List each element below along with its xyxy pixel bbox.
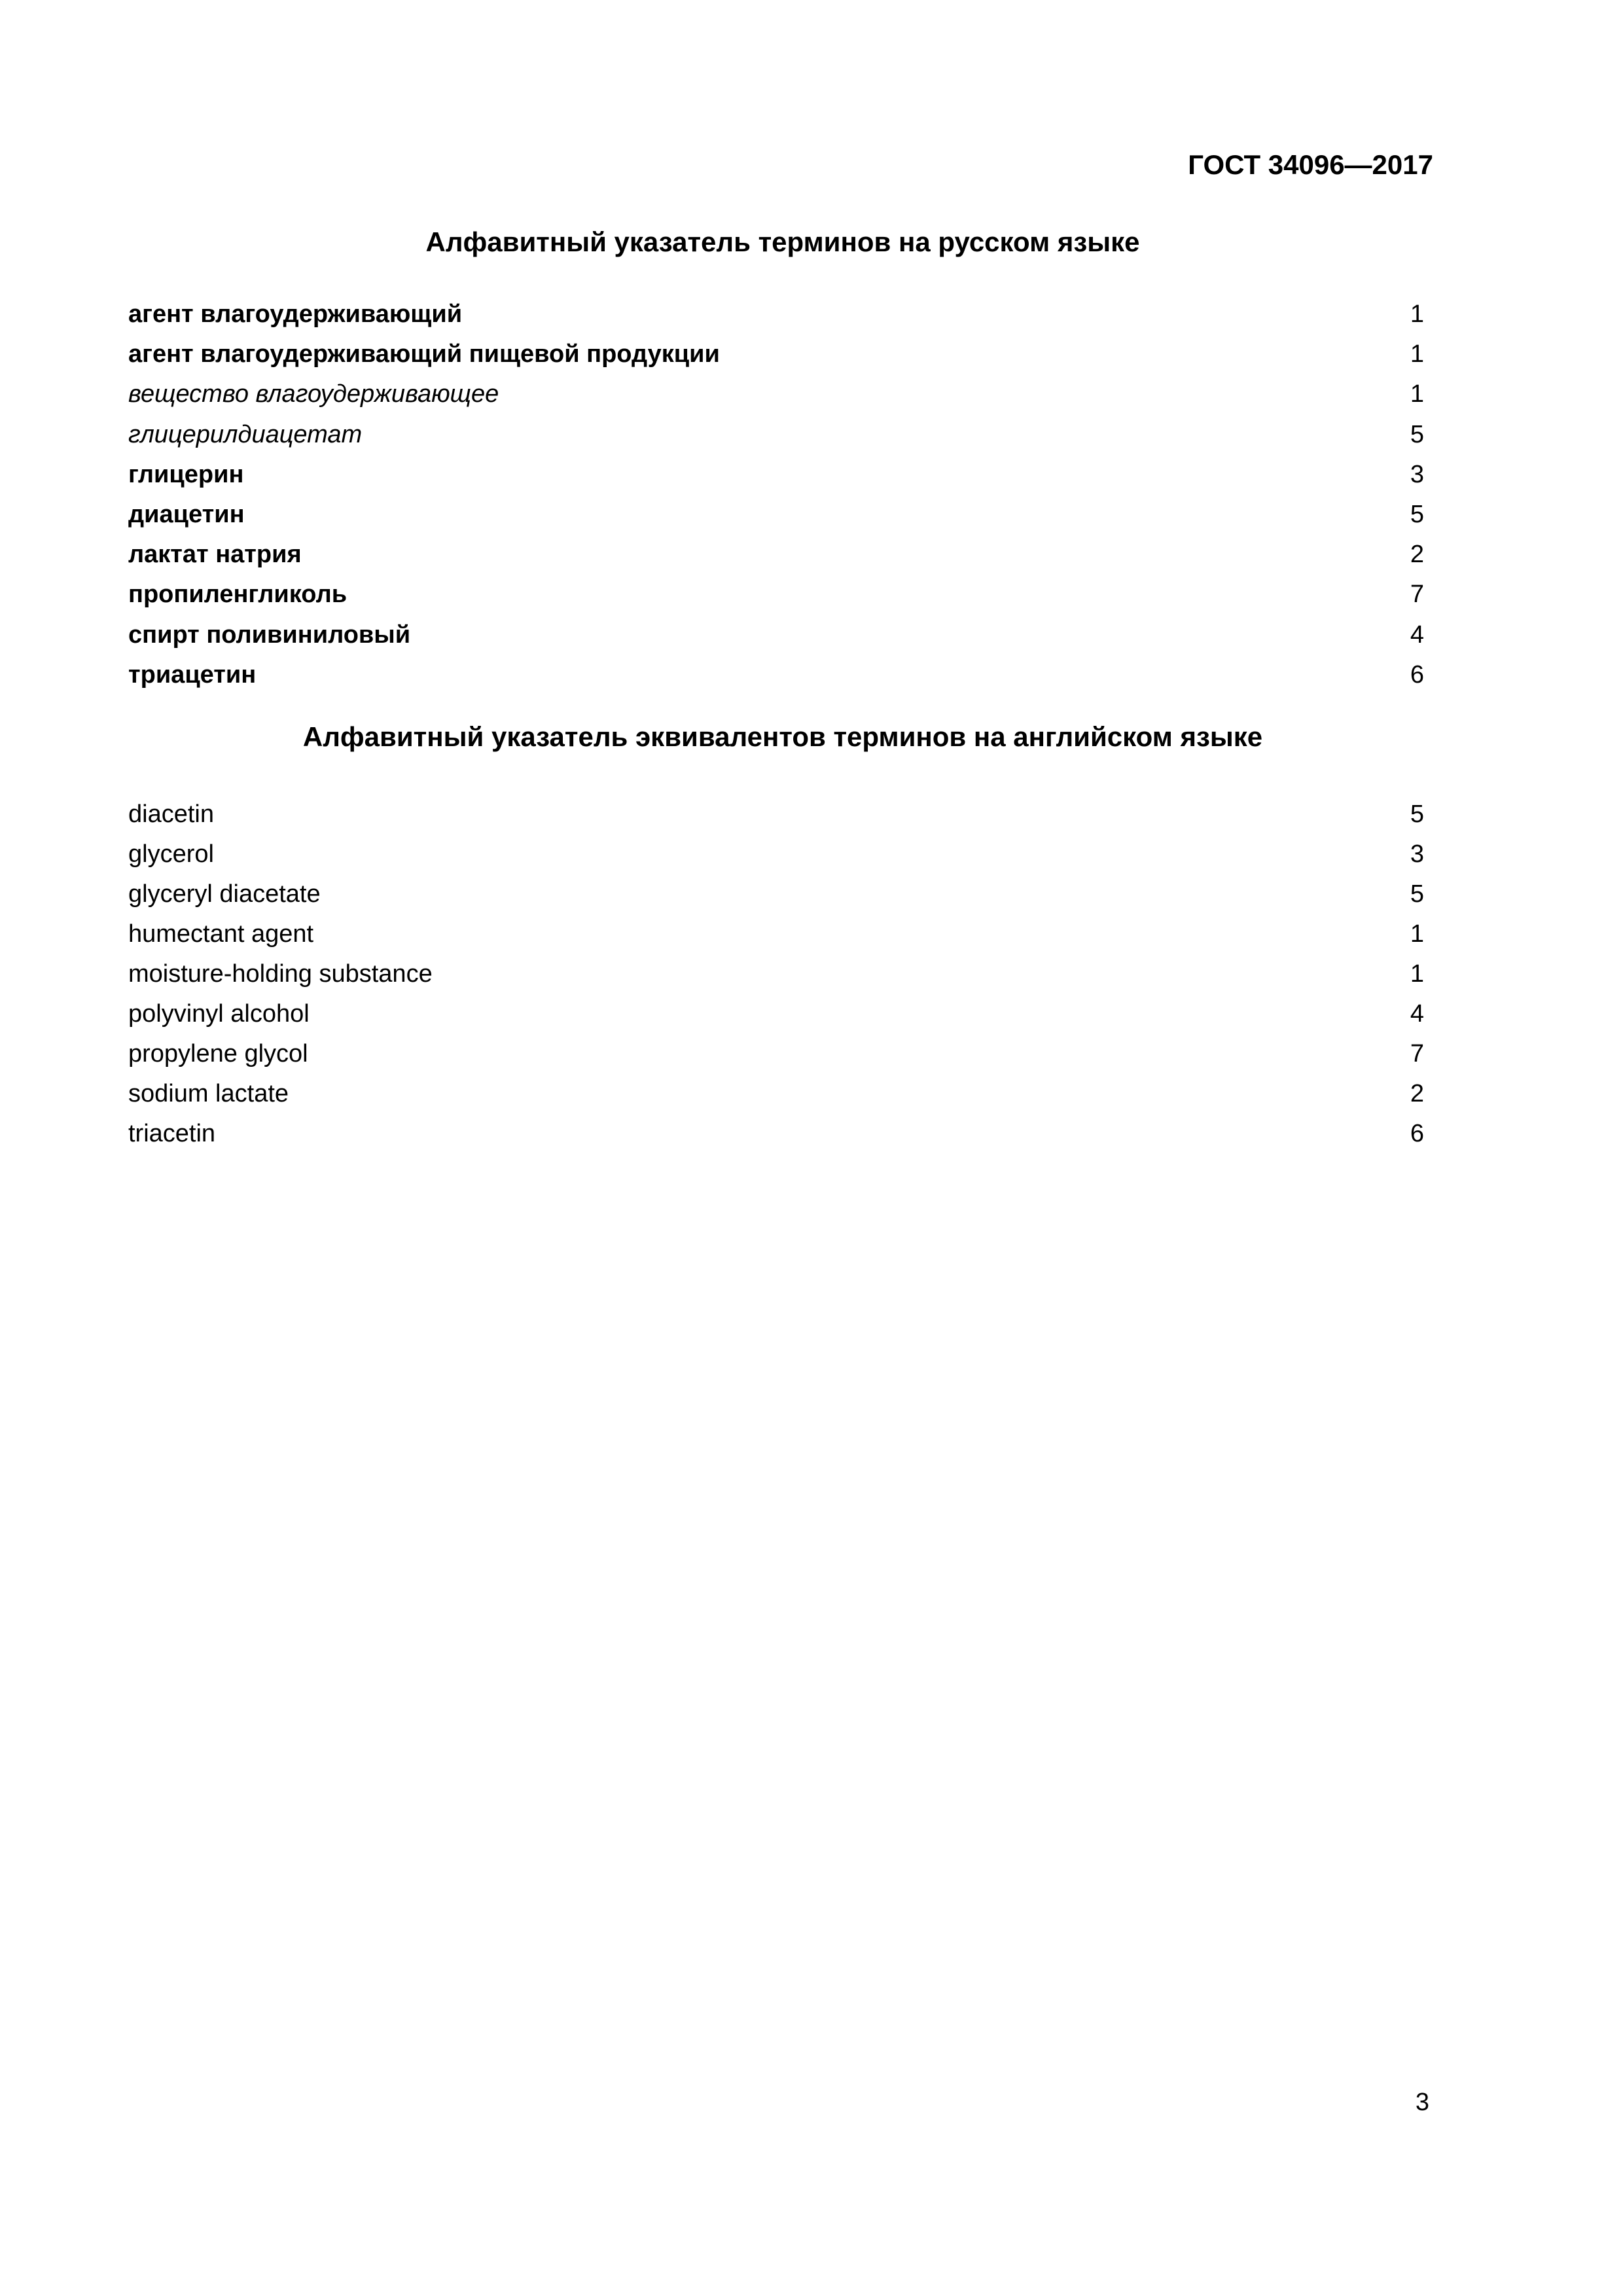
- index-entry: [128, 834, 1424, 874]
- index-entry: [128, 1074, 1424, 1114]
- index-term-number: 3: [1410, 460, 1424, 488]
- index-entry: [128, 1034, 1424, 1074]
- index-term-number: 2: [1410, 1080, 1424, 1107]
- index-term: диацетин: [128, 500, 245, 528]
- english-index-title: Алфавитный указатель эквивалентов терминов на английском языке: [302, 721, 1263, 752]
- index-term: moisture-holding substance: [128, 960, 433, 988]
- english-index-list: [128, 795, 1424, 1154]
- index-term-number: 4: [1410, 620, 1424, 649]
- page-number: 3: [1415, 2089, 1429, 2116]
- index-entry: [128, 295, 1424, 334]
- index-term-number: 1: [1410, 300, 1424, 328]
- index-entry: [128, 795, 1424, 834]
- index-term-number: 1: [1410, 960, 1424, 988]
- index-term: пропиленгликоль: [128, 581, 348, 609]
- index-entry: [128, 954, 1424, 994]
- index-term-number: 3: [1410, 840, 1424, 868]
- index-term-number: 4: [1410, 1000, 1424, 1028]
- index-entry: [128, 615, 1424, 655]
- index-term: triacetin: [128, 1120, 216, 1147]
- index-entry: [128, 1114, 1424, 1154]
- index-term-number: 5: [1410, 800, 1424, 828]
- index-term-number: 5: [1410, 880, 1424, 908]
- index-term-number: 7: [1410, 581, 1424, 609]
- index-entry: [128, 914, 1424, 954]
- index-entry: [128, 374, 1424, 414]
- index-term-number: 6: [1410, 1120, 1424, 1147]
- index-entry: [128, 415, 1424, 455]
- index-term-number: 7: [1410, 1040, 1424, 1067]
- index-term: sodium lactate: [128, 1080, 289, 1107]
- index-term: вещество влагоудерживающее: [128, 380, 499, 408]
- index-entry: [128, 655, 1424, 695]
- index-term: агент влагоудерживающий: [128, 300, 463, 328]
- index-entry: [128, 575, 1424, 615]
- index-term: глицерин: [128, 460, 244, 488]
- index-term-number: 1: [1410, 920, 1424, 948]
- index-entry: [128, 994, 1424, 1034]
- index-term: лактат натрия: [128, 541, 302, 569]
- index-entry: [128, 535, 1424, 575]
- index-term: glycerol: [128, 840, 214, 868]
- index-term-number: 5: [1410, 500, 1424, 528]
- russian-index-title: Алфавитный указатель терминов на русском языке: [425, 226, 1140, 257]
- document-code: ГОСТ 34096—2017: [1188, 149, 1433, 180]
- index-entry: [128, 495, 1424, 535]
- index-entry: [128, 874, 1424, 914]
- index-term: polyvinyl alcohol: [128, 1000, 310, 1028]
- index-term: diacetin: [128, 800, 214, 828]
- index-term: глицерилдиацетат: [128, 420, 363, 448]
- index-term-number: 2: [1410, 541, 1424, 569]
- index-term-number: 6: [1410, 660, 1424, 689]
- index-entry: [128, 455, 1424, 495]
- index-term: propylene glycol: [128, 1040, 308, 1067]
- index-term: спирт поливиниловый: [128, 620, 411, 649]
- index-term-number: 5: [1410, 420, 1424, 448]
- index-entry: [128, 334, 1424, 374]
- index-term-number: 1: [1410, 340, 1424, 368]
- russian-index-list: [128, 295, 1424, 695]
- index-term-number: 1: [1410, 380, 1424, 408]
- index-term: агент влагоудерживающий пищевой продукции: [128, 340, 720, 368]
- index-term: триацетин: [128, 660, 257, 689]
- index-term: glyceryl diacetate: [128, 880, 321, 908]
- index-term: humectant agent: [128, 920, 314, 948]
